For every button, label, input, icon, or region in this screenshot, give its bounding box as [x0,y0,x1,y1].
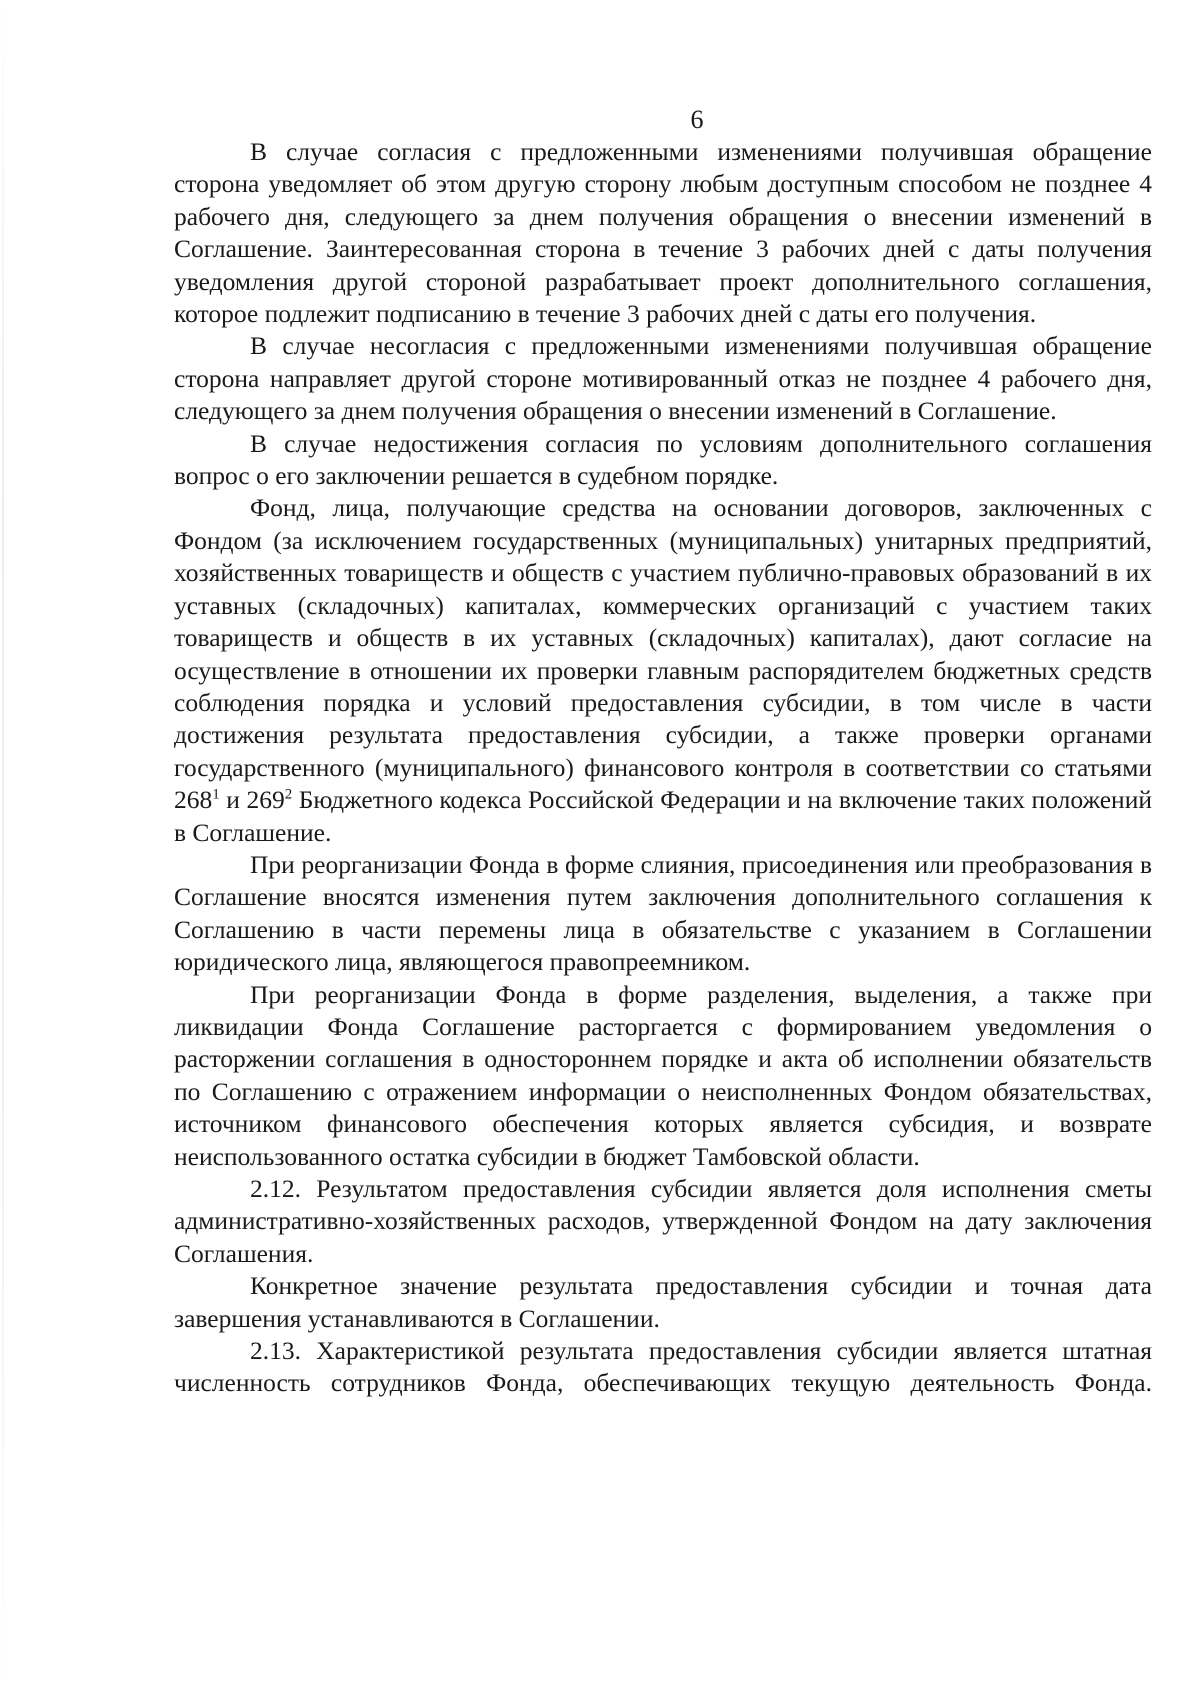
paragraph-section-2-13: 2.13. Характеристикой результата предоставления субсидии является штатная численность сотрудников Фонда, обеспечивающих текущую деятельность Фонда. [174,1336,1152,1398]
paragraph-disagreement: В случае несогласия с предложенными изменениями получившая обращение сторона направляет другой стороне мотивированный отказ не позднее 4 рабочего дня, следующего за днем получения обращения о внесении изменений в Соглашение. [174,331,1152,426]
paragraph-reorganization-division: При реорганизации Фонда в форме разделения, выделения, а также при ликвидации Фонда Соглашение расторгается с формированием уведомления о расторжении соглашения в одностороннем порядке и акта об исполнении обязательств по Соглашению с отражением информации о неисполненных Фондом обязательствах, источником финансового обеспечения которых является субсидия, и возврате неиспользованного остатка субсидии в бюджет Тамбовской области. [174,979,1152,1171]
footnote-ref-1: 1 [212,786,220,803]
paragraph-reorganization-merger: При реорганизации Фонда в форме слияния, присоединения или преобразования в Соглашение вносятся изменения путем заключения дополнительного соглашения к Соглашению в части перемены лица в обязательстве с указанием в Соглашении юридического лица, являющегося правопреемником. [174,849,1152,977]
control-text-part-3: Бюджетного кодекса Российской Федерации и на включение таких положений в Соглашение. [174,785,1152,847]
page-number: 6 [690,105,704,134]
paragraph-control-consent [174,492,1152,848]
control-text-part-2: и 269 [219,785,285,815]
paragraph-court-resolution: В случае недостижения согласия по условиям дополнительного соглашения вопрос о его заключении решается в судебном порядке. [174,428,1152,491]
control-text-part-1: Фонд, лица, получающие средства на основании договоров, заключенных с Фондом (за исключением государственных (муниципальных) унитарных предприятий, хозяйственных товариществ и обществ с участием публично-правовых образований в их уставных (складочных) капиталах, коммерческих организаций с участием таких товариществ и обществ в их уставных (складочных) капиталах), дают согласие на осуществление в отношении их проверки главным распорядителем бюджетных средств соблюдения порядка и условий предоставления субсидии, в том числе в части достижения результата предоставления субсидии, а также проверки органами государственного (муниципального) финансового контроля в соответствии со статьями 268 [174,493,1152,815]
scan-edge-shadow [2,0,4,1697]
document-body [174,136,1152,1400]
paragraph-section-2-12: 2.12. Результатом предоставления субсидии является доля исполнения сметы административно-хозяйственных расходов, утвержденной Фондом на дату заключения Соглашения. [174,1174,1152,1268]
paragraph-result-value: Конкретное значение результата предоставления субсидии и точная дата завершения устанавливаются в Соглашении. [174,1271,1152,1333]
paragraph-consent-to-changes: В случае согласия с предложенными изменениями получившая обращение сторона уведомляет об этом другую сторону любым доступным способом не позднее 4 рабочего дня, следующего за днем получения обращения о внесении изменений в Соглашение. Заинтересованная сторона в течение 3 рабочих дней с даты получения уведомления другой стороной разрабатывает проект дополнительного соглашения, которое подлежит подписанию в течение 3 рабочих дней с даты его получения. [174,137,1152,329]
footnote-ref-2: 2 [284,786,293,803]
